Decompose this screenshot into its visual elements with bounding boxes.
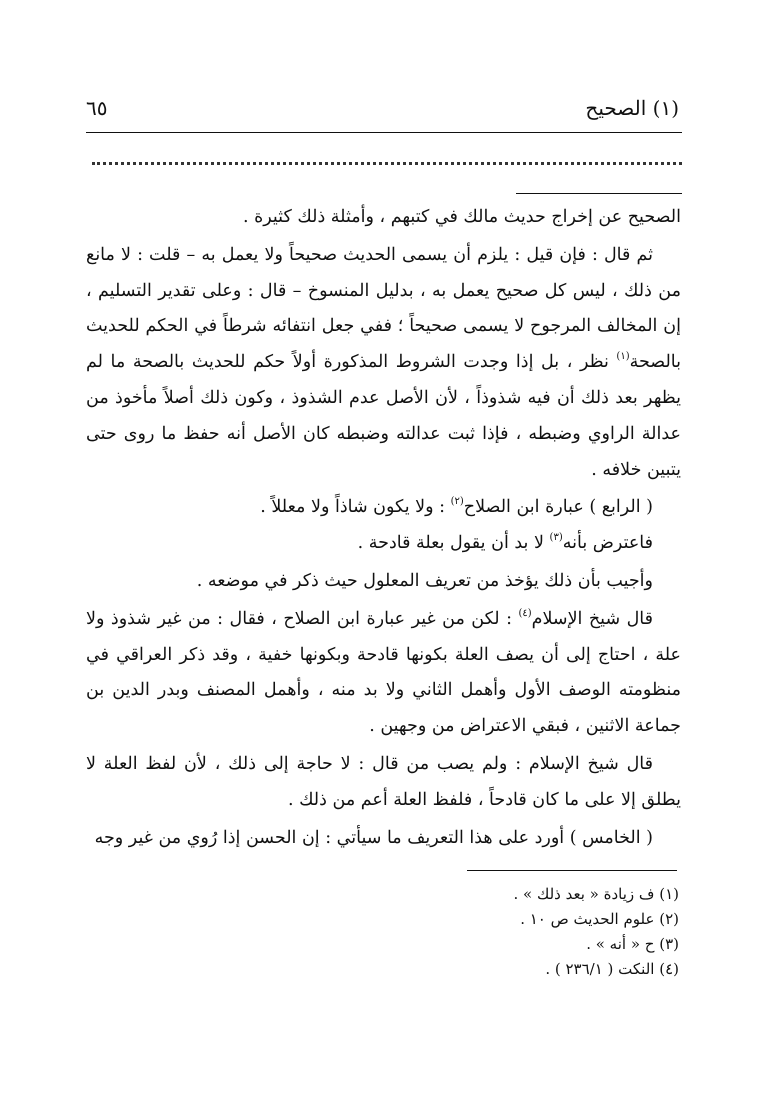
paragraph-text: نظر ، بل إذا وجدت الشروط المذكورة أولاً حكم للحديث بالصحة ما لم يظهر بعد ذلك أن فيه شذوذاً ، لأن الأصل عدم الشذوذ ، وكون ذلك أصلاً مأخوذ من عدالة الراوي وضبطه ، فإذا ثبت عدالته وضبطه كان الأصل أنه حفظ ما روى حتى يتبين خلافه . — [86, 352, 681, 480]
main-text — [86, 200, 681, 856]
continuation-rule — [516, 193, 682, 194]
paragraph-text: ( الرابع ) عبارة ابن الصلاح — [463, 497, 653, 518]
paragraph-shaykh-2 — [86, 747, 681, 819]
footnote-ref-3: (٣) — [549, 532, 563, 544]
paragraph-fourth — [86, 490, 681, 526]
paragraph-text: لا بد أن يقول بعلة قادحة . — [357, 533, 550, 554]
footnote-ref-1: (١) — [616, 351, 630, 363]
paragraph-objection — [86, 238, 681, 489]
paragraph-text: قال شيخ الإسلام : ولم يصب من قال : لا حاجة إلى ذلك ، لأن لفظ العلة لا يطلق إلا على ما كان قادحاً ، فلفظ العلة أعم من ذلك . — [86, 753, 681, 810]
paragraph-shaykh-1 — [86, 602, 681, 745]
footnote-3: (٣) ح « أنه » . — [586, 935, 679, 953]
footnote-1: (١) ف زيادة « بعد ذلك » . — [513, 885, 679, 903]
footnote-4: (٤) النكت ( ٢٣٦/١ ) . — [545, 960, 679, 978]
paragraph-text: ( الخامس ) أورد على هذا التعريف ما سيأتي : إن الحسن إذا رُوي من غير وجه — [94, 827, 653, 848]
paragraph-continuation — [86, 200, 681, 236]
paragraph-text: : ولا يكون شاذاً ولا معللاً . — [260, 497, 451, 518]
page-number: ٦٥ — [86, 96, 108, 120]
paragraph-text: فاعترض بأنه — [562, 533, 653, 554]
paragraph-text: الصحيح عن إخراج حديث مالك في كتبهم ، وأمثلة ذلك كثيرة . — [242, 207, 681, 227]
footnote-ref-2: (٢) — [450, 496, 464, 508]
paragraph-text: ثم قال : فإن قيل : يلزم أن يسمى الحديث صحيحاً ولا يعمل به – قلت : لا مانع من ذلك ، ليس كل صحيح يعمل به ، بدليل المنسوخ – قال : وعلى تقدير التسليم ، إن المخالف المرجوح لا يسمى صحيحاً ؛ ففي جعل انتفائه شرطاً في الحكم للحديث بالصحة — [86, 244, 681, 373]
footnote-2: (٢) علوم الحديث ص ١٠ . — [520, 910, 679, 928]
running-header-title: (١) الصحيح — [585, 96, 679, 120]
paragraph-text: قال شيخ الإسلام — [531, 608, 653, 629]
paragraph-answer — [86, 564, 681, 600]
paragraph-text: وأجيب بأن ذلك يؤخذ من تعريف المعلول حيث ذكر في موضعه . — [196, 570, 653, 591]
paragraph-fifth — [86, 821, 681, 857]
footnotes — [319, 882, 679, 982]
footnote-ref-4: (٤) — [518, 607, 532, 619]
header-rule — [86, 132, 682, 133]
paragraph-text: : لكن من غير عبارة ابن الصلاح ، فقال : من غير شذوذ ولا علة ، احتاج إلى أن يصف العلة بكونها قادحة وبكونها خفية ، وقد ذكر العراقي في منظومته الوصف الأول وأهمل الثاني ولا بد منه ، وأهمل المصنف وبدر الدين بن جماعة الاثنين ، فبقي الاعتراض من وجهين . — [86, 608, 681, 737]
footnote-rule — [467, 870, 677, 871]
dotted-separator — [92, 150, 682, 165]
paragraph-objected — [86, 526, 681, 562]
